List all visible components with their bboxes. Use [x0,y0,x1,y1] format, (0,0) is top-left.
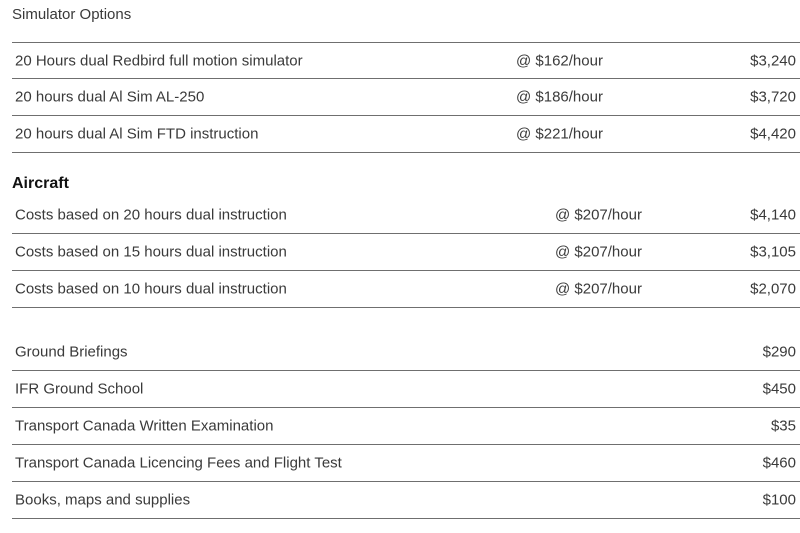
row-amount: $35 [770,417,796,435]
other-costs-table [12,334,800,519]
row-amount: $290 [762,343,796,361]
table-row [12,334,800,371]
row-description: Costs based on 10 hours dual instruction [15,280,287,298]
row-amount: $3,720 [750,88,796,106]
table-row [12,197,800,234]
row-amount: $4,420 [750,125,796,143]
row-description: 20 Hours dual Redbird full motion simulator [15,52,303,69]
row-description: 20 hours dual Al Sim FTD instruction [15,125,259,143]
table-row [12,371,800,408]
row-description: Costs based on 15 hours dual instruction [15,243,287,261]
row-amount: $3,105 [750,243,796,261]
row-description: Transport Canada Written Examination [15,417,274,435]
row-amount: $4,140 [750,206,796,224]
table-row [12,445,800,482]
row-amount: $100 [762,491,796,509]
row-amount: $3,240 [750,52,796,69]
aircraft-heading: Aircraft [12,175,69,192]
aircraft-table [12,197,800,308]
simulator-options-table [12,42,800,153]
table-row [12,79,800,116]
row-description: Ground Briefings [15,343,128,361]
simulator-options-title: Simulator Options [12,6,132,23]
row-description: Transport Canada Licencing Fees and Flight Test [15,454,342,472]
table-row [12,271,800,308]
table-row [12,408,800,445]
table-row [12,234,800,271]
table-row [12,42,800,79]
row-rate: @ $162/hour [516,52,603,69]
row-rate: @ $207/hour [555,280,642,298]
row-rate: @ $221/hour [516,125,603,143]
row-description: 20 hours dual Al Sim AL-250 [15,88,205,106]
row-description: IFR Ground School [15,380,144,398]
table-row [12,116,800,153]
row-amount: $2,070 [750,280,796,298]
row-amount: $460 [762,454,796,472]
table-row [12,482,800,519]
row-rate: @ $207/hour [555,243,642,261]
row-description: Books, maps and supplies [15,491,191,509]
row-description: Costs based on 20 hours dual instruction [15,206,287,224]
row-rate: @ $207/hour [555,206,642,224]
row-amount: $450 [762,380,796,398]
row-rate: @ $186/hour [516,88,603,106]
